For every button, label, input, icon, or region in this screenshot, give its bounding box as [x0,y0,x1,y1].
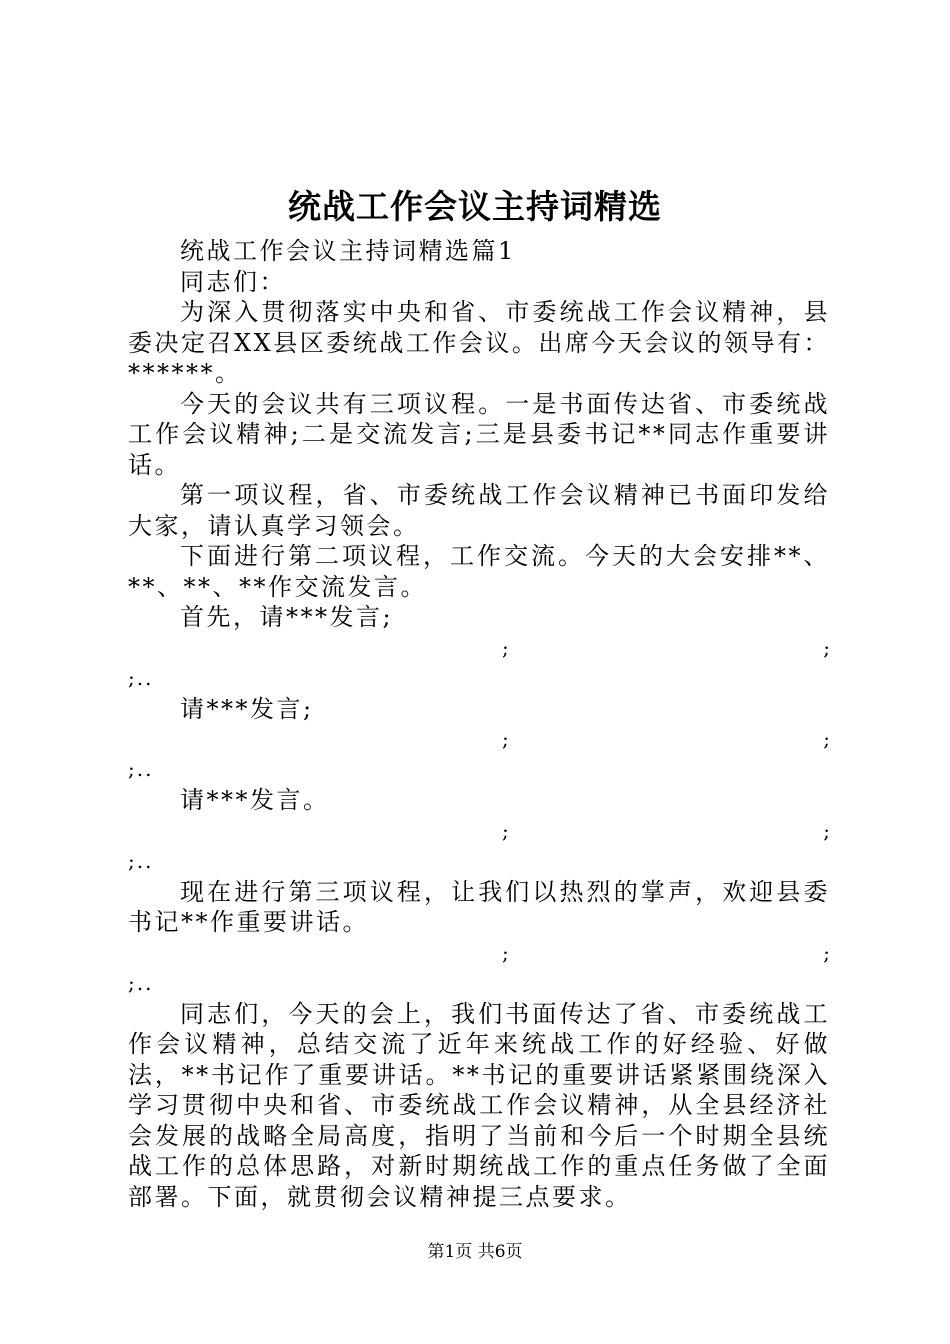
paragraph: 请***发言。 [180,786,330,814]
paragraph: 为深入贯彻落实中央和省、市委统战工作会议精神，县委决定召XX县区委统战工作会议。出席今天会议的领导有：******。 [128,298,830,387]
separator-mark: ; [502,727,509,751]
separator-mark: ;.. [128,848,154,873]
blank-placeholder-line [128,816,830,877]
paragraph: 请***发言; [180,694,314,723]
paragraph: 第一项议程，省、市委统战工作会议精神已书面印发给大家，请认真学习领会。 [128,481,830,540]
blank-placeholder-line [128,633,830,694]
separator-mark: ; [502,940,509,965]
salutation: 同志们： [180,267,286,296]
paragraph: 首先，请***发言; [180,603,394,631]
blank-placeholder-line [128,724,830,785]
paragraph: 今天的会议共有三项议程。一是书面传达省、市委统战工作会议精神;二是交流发言;三是县委书记**同志作重要讲话。 [128,389,830,479]
page-footer: 第1页 共6页 [427,1242,523,1262]
blank-placeholder-line [128,938,830,999]
separator-mark: ; [823,818,830,843]
separator-mark: ; [823,727,830,751]
separator-mark: ;.. [128,757,154,781]
paragraph: 现在进行第三项议程，让我们以热烈的掌声，欢迎县委书记**作重要讲话。 [128,877,830,936]
paragraph: 同志们，今天的会上，我们书面传达了省、市委统战工作会议精神，总结交流了近年来统战工作的好经验、好做法，**书记作了重要讲话。**书记的重要讲话紧紧围绕深入学习贯彻中央和省、市委统战工作会议精神，从全县经济社会发展的战略全局高度，指明了当前和今后一个时期全县统战工作的总体思路，对新时期统战工作的重点任务做了全面部署。下面，就贯彻会议精神提三点要求。 [128,999,830,1211]
separator-mark: ; [502,635,509,660]
document-body [128,236,830,1212]
paragraph: 下面进行第二项议程，工作交流。今天的大会安排**、**、**、**作交流发言。 [128,542,830,601]
separator-mark: ;.. [128,665,154,690]
separator-mark: ;.. [128,970,154,995]
section-heading: 统战工作会议主持词精选篇1 [180,237,516,265]
document-title: 统战工作会议主持词精选 [288,187,662,226]
separator-mark: ; [823,940,830,965]
separator-mark: ; [823,635,830,660]
separator-mark: ; [502,818,509,843]
